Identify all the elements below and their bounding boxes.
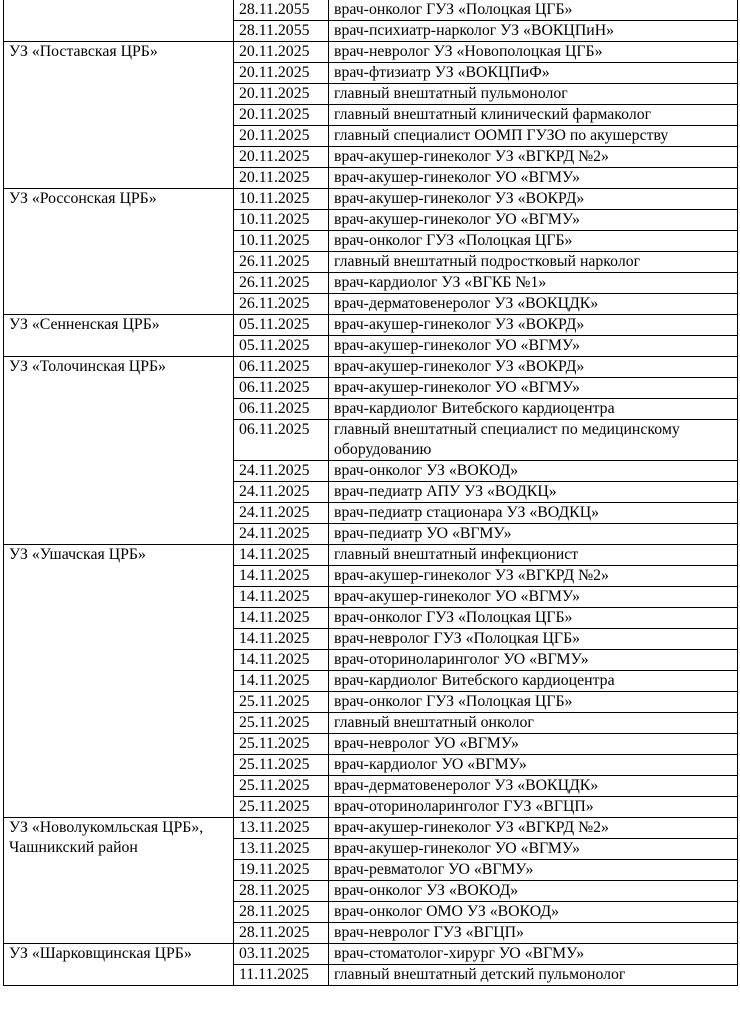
date-cell: 13.11.2025 [234,839,329,860]
date-cell: 25.11.2025 [234,734,329,755]
specialist-cell: главный внештатный клинический фармаколог [329,105,738,126]
table-row [4,944,738,965]
specialist-cell: врач-акушер-гинеколог УЗ «ВГКРД №2» [329,818,738,839]
specialist-cell: врач-онколог УЗ «ВОКОД» [329,881,738,902]
specialist-cell: врач-акушер-гинеколог УО «ВГМУ» [329,210,738,231]
date-cell: 20.11.2025 [234,147,329,168]
date-cell: 14.11.2025 [234,566,329,587]
date-cell: 14.11.2025 [234,629,329,650]
specialist-cell: главный внештатный онколог [329,713,738,734]
date-cell: 28.11.2055 [234,21,329,42]
specialist-cell: врач-ревматолог УО «ВГМУ» [329,860,738,881]
date-cell: 10.11.2025 [234,210,329,231]
table-row [4,315,738,336]
date-cell: 03.11.2025 [234,944,329,965]
institution-cell: УЗ «Поставская ЦРБ» [4,42,234,189]
date-cell: 14.11.2025 [234,587,329,608]
specialist-cell: врач-онколог ГУЗ «Полоцкая ЦГБ» [329,692,738,713]
date-cell: 20.11.2025 [234,126,329,147]
specialist-cell: врач-невролог ГУЗ «ВГЦП» [329,923,738,944]
specialist-cell: врач-акушер-гинеколог УЗ «ВОКРД» [329,357,738,378]
date-cell: 25.11.2025 [234,755,329,776]
schedule-body [4,0,738,986]
institution-cell: УЗ «Шарковщинская ЦРБ» [4,944,234,986]
date-cell: 25.11.2025 [234,797,329,818]
specialist-cell: врач-онколог УЗ «ВОКОД» [329,461,738,482]
date-cell: 20.11.2025 [234,42,329,63]
table-row [4,0,738,21]
date-cell: 24.11.2025 [234,482,329,503]
date-cell: 26.11.2025 [234,294,329,315]
date-cell: 20.11.2025 [234,63,329,84]
date-cell: 28.11.2025 [234,923,329,944]
specialist-cell: врач-акушер-гинеколог УЗ «ВГКРД №2» [329,566,738,587]
specialist-cell: врач-психиатр-нарколог УЗ «ВОКЦПиН» [329,21,738,42]
date-cell: 20.11.2025 [234,84,329,105]
specialist-cell: врач-невролог ГУЗ «Полоцкая ЦГБ» [329,629,738,650]
specialist-cell: врач-кардиолог УО «ВГМУ» [329,755,738,776]
date-cell: 20.11.2025 [234,168,329,189]
date-cell: 19.11.2025 [234,860,329,881]
specialist-cell: врач-онколог ГУЗ «Полоцкая ЦГБ» [329,0,738,21]
institution-cell [4,0,234,42]
table-row [4,42,738,63]
specialist-cell: главный внештатный пульмонолог [329,84,738,105]
specialist-cell: врач-акушер-гинеколог УЗ «ВОКРД» [329,189,738,210]
date-cell: 28.11.2025 [234,881,329,902]
specialist-cell: врач-акушер-гинеколог УЗ «ВГКРД №2» [329,147,738,168]
specialist-cell: врач-оториноларинголог УО «ВГМУ» [329,650,738,671]
institution-cell: УЗ «Новолукомльская ЦРБ», Чашникский район [4,818,234,944]
specialist-cell: врач-дерматовенеролог УЗ «ВОКЦДК» [329,294,738,315]
specialist-cell: главный внештатный подростковый нарколог [329,252,738,273]
specialist-cell: врач-стоматолог-хирург УО «ВГМУ» [329,944,738,965]
date-cell: 13.11.2025 [234,818,329,839]
specialist-cell: врач-кардиолог Витебского кардиоцентра [329,671,738,692]
date-cell: 14.11.2025 [234,650,329,671]
specialist-cell: главный внештатный инфекционист [329,545,738,566]
specialist-cell: врач-акушер-гинеколог УО «ВГМУ» [329,378,738,399]
date-cell: 06.11.2025 [234,378,329,399]
date-cell: 24.11.2025 [234,461,329,482]
institution-cell: УЗ «Россонская ЦРБ» [4,189,234,315]
date-cell: 06.11.2025 [234,420,329,461]
specialist-cell: врач-педиатр стационара УЗ «ВОДКЦ» [329,503,738,524]
specialist-cell: врач-невролог УЗ «Новополоцкая ЦГБ» [329,42,738,63]
table-row [4,545,738,566]
specialist-cell: главный внештатный детский пульмонолог [329,965,738,986]
specialist-cell: врач-акушер-гинеколог УО «ВГМУ» [329,168,738,189]
specialist-cell: врач-невролог УО «ВГМУ» [329,734,738,755]
date-cell: 24.11.2025 [234,524,329,545]
table-row [4,189,738,210]
specialist-cell: врач-педиатр АПУ УЗ «ВОДКЦ» [329,482,738,503]
date-cell: 10.11.2025 [234,231,329,252]
specialist-cell: врач-онколог ГУЗ «Полоцкая ЦГБ» [329,231,738,252]
date-cell: 28.11.2055 [234,0,329,21]
table-row [4,357,738,378]
institution-cell: УЗ «Сенненская ЦРБ» [4,315,234,357]
specialist-cell: врач-акушер-гинеколог УЗ «ВОКРД» [329,315,738,336]
specialist-cell: врач-педиатр УО «ВГМУ» [329,524,738,545]
date-cell: 28.11.2025 [234,902,329,923]
specialist-cell: врач-онколог ГУЗ «Полоцкая ЦГБ» [329,608,738,629]
date-cell: 14.11.2025 [234,671,329,692]
specialist-cell: главный внештатный специалист по медицинскому оборудованию [329,420,738,461]
date-cell: 24.11.2025 [234,503,329,524]
date-cell: 26.11.2025 [234,273,329,294]
specialist-cell: врач-акушер-гинеколог УО «ВГМУ» [329,587,738,608]
date-cell: 06.11.2025 [234,357,329,378]
specialist-cell: врач-акушер-гинеколог УО «ВГМУ» [329,336,738,357]
specialist-cell: врач-кардиолог Витебского кардиоцентра [329,399,738,420]
specialist-cell: врач-оториноларинголог ГУЗ «ВГЦП» [329,797,738,818]
institution-cell: УЗ «Ушачская ЦРБ» [4,545,234,818]
schedule-table [3,0,738,986]
institution-cell: УЗ «Толочинская ЦРБ» [4,357,234,545]
date-cell: 14.11.2025 [234,608,329,629]
specialist-cell: врач-дерматовенеролог УЗ «ВОКЦДК» [329,776,738,797]
date-cell: 20.11.2025 [234,105,329,126]
date-cell: 25.11.2025 [234,776,329,797]
date-cell: 25.11.2025 [234,713,329,734]
specialist-cell: врач-кардиолог УЗ «ВГКБ №1» [329,273,738,294]
date-cell: 05.11.2025 [234,336,329,357]
table-row [4,818,738,839]
date-cell: 14.11.2025 [234,545,329,566]
date-cell: 06.11.2025 [234,399,329,420]
date-cell: 11.11.2025 [234,965,329,986]
specialist-cell: главный специалист ООМП ГУЗО по акушерству [329,126,738,147]
specialist-cell: врач-акушер-гинеколог УО «ВГМУ» [329,839,738,860]
date-cell: 05.11.2025 [234,315,329,336]
date-cell: 25.11.2025 [234,692,329,713]
specialist-cell: врач-фтизиатр УЗ «ВОКЦПиФ» [329,63,738,84]
date-cell: 10.11.2025 [234,189,329,210]
specialist-cell: врач-онколог ОМО УЗ «ВОКОД» [329,902,738,923]
date-cell: 26.11.2025 [234,252,329,273]
